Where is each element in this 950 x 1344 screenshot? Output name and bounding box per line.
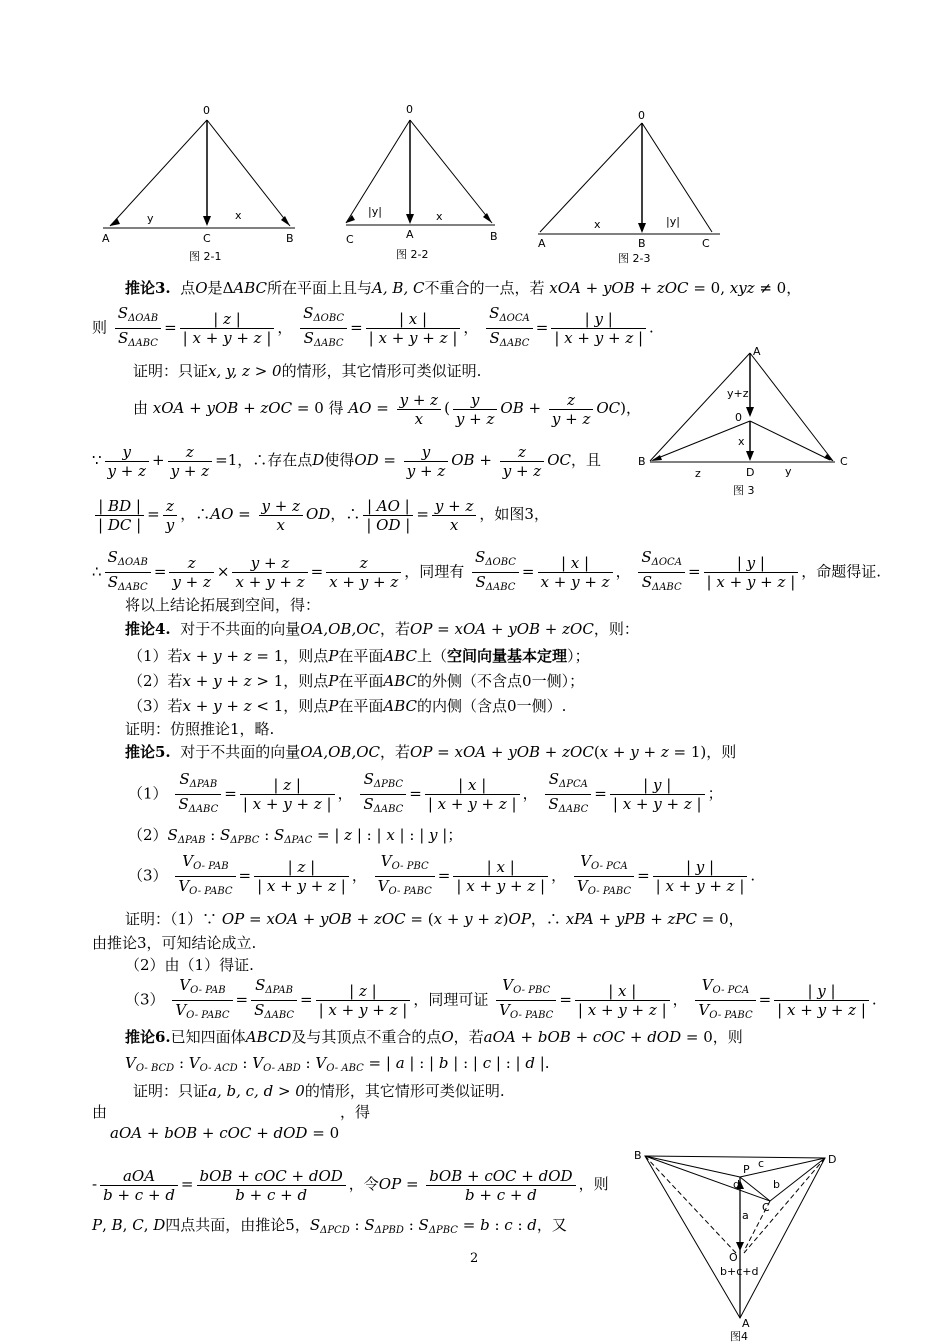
corollary-5-item-2: $(2)S_{\Delta PAB}$ : $S_{\Delta PBC}$ : $S_{\Delta PAC}$ = | z | : | x | : | y |；	[128, 826, 463, 846]
corollary-6-result: $V_{O- BCD}$ : $V_{O- ACD}$ : $V_{O- ABD}$ : $V_{O- ABC}$ = | a | : | b | : | c | : | d |.	[125, 1054, 550, 1074]
fig4-label-d-small: d	[733, 1178, 740, 1191]
proof-5-cor3-ref: 由推论3，可知结论成立.	[92, 934, 257, 952]
proof-3-step4: ∴ $\frac{S_{\Delta OAB}}{S_{\Delta ABC}}$ = $\frac{z}{y + z}$ × $\frac{y + z}{x + y + z}$ = $\frac{z}{x + y + z}$ ，同理有 $\frac{S_{\Delta OBC}}{S_{\Delta ABC}}$ = $\frac{| x |}{x + y + z}$ ， $\frac{S_{\Delta OCA}}{S_{\Delta ABC}}$ = $\frac{| y |}{| x + y + z |}$ ，命题得证.	[92, 548, 882, 593]
fig3-label-x: x	[738, 435, 745, 448]
figure-4	[630, 1143, 845, 1343]
fig3-caption: 图 3	[733, 484, 755, 497]
fig4-label-b-small: b	[773, 1178, 780, 1191]
corollary-4-proof: 证明：仿照推论1，略.	[125, 720, 275, 738]
fig21-label-a: A	[102, 232, 110, 245]
fig22-caption: 图 2-2	[396, 248, 429, 261]
fig22-label-a: A	[406, 228, 414, 241]
corollary-4-statement: 推论4. 对于不共面的向量OA,OB,OC，若OP = xOA + yOB + zOC，则：	[125, 620, 639, 638]
corollary-3-result: 则 $\frac{S_{\Delta OAB}}{S_{\Delta ABC}}$ = $\frac{| z |}{| x + y + z |}$ ， $\frac{S_{\Delta OBC}}{S_{\Delta ABC}}$ = $\frac{| x |}{| x + y + z |}$ ， $\frac{S_{\Delta OCA}}{S_{\Delta ABC}}$ = $\frac{| y |}{| x + y + z |}$ .	[92, 304, 654, 349]
fig3-label-z: z	[695, 467, 701, 480]
proof-6-equation: aOA + bOB + cOC + dOD = 0	[110, 1124, 340, 1142]
corollary-4-item-2: （2）若x + y + z > 1，则点P在平面ABC的外侧（不含点0一侧）；	[128, 672, 585, 690]
fig21-label-c: C	[203, 232, 211, 245]
corollary-3-title: 推论3.	[125, 279, 171, 297]
fig22-label-x: x	[436, 210, 443, 223]
figure-3	[635, 343, 855, 503]
fig4-caption: 图4	[730, 1330, 748, 1343]
fig23-caption: 图 2-3	[618, 252, 651, 265]
fig4-label-bcd: b+c+d	[720, 1265, 759, 1278]
proof-6-got: ，得	[340, 1103, 371, 1121]
fig23-label-y: |y|	[666, 215, 680, 228]
fig22-label-c: C	[346, 233, 354, 246]
corollary-5-title: 推论5.	[125, 743, 171, 761]
proof-5-part-2: （2）由（1）得证.	[125, 956, 254, 974]
fig22-label-b: B	[490, 230, 498, 243]
fig21-label-o: 0	[203, 104, 210, 117]
fig21-label-y: y	[147, 212, 154, 225]
fig21-caption: 图 2-1	[189, 250, 222, 263]
fig3-label-o: 0	[735, 411, 742, 424]
corollary-5-statement: 推论5. 对于不共面的向量OA,OB,OC，若OP = xOA + yOB + zOC(x + y + z = 1)，则	[125, 743, 737, 761]
proof-3-intro: 证明：只证x, y, z > 0的情形，其它情形可类似证明.	[133, 362, 482, 380]
fig23-label-a: A	[538, 237, 546, 250]
proof-3-step3: $\frac{| BD |}{| DC |}$ = $\frac{z}{y}$ ，∴AO = $\frac{y + z}{x}$ OD，∴ $\frac{| AO |}{| OD |}$ = $\frac{y + z}{x}$ ，如图3，	[92, 494, 549, 534]
proof-6-from: 由	[92, 1103, 108, 1121]
proof-5-part-1: 证明：（1）∵ OP = xOA + yOB + zOC = (x + y + z)OP，∴ xPA + yPB + zPC = 0，	[125, 910, 744, 928]
fig4-label-b: B	[634, 1149, 642, 1162]
corollary-6-statement: 推论6.已知四面体ABCD及与其顶点不重合的点O，若aOA + bOB + cOC + dOD = 0，则	[125, 1028, 743, 1046]
proof-6-intro: 证明：只证a, b, c, d > 0的情形，其它情形可类似证明.	[133, 1082, 505, 1100]
fig21-label-x: x	[235, 209, 242, 222]
fig3-label-d: D	[746, 466, 755, 479]
corollary-3-statement: 推论3. 点O是ΔABC所在平面上且与A, B, C不重合的一点，若 xOA + yOB + zOC = 0, xyz ≠ 0，	[125, 279, 802, 297]
fig23-label-b: B	[638, 237, 646, 250]
corollary-4-item-1: （1）若x + y + z = 1，则点P在平面ABC上（空间向量基本定理）；	[128, 647, 590, 665]
fig4-label-a: A	[742, 1317, 750, 1330]
fig3-label-c: C	[840, 455, 848, 468]
figure-2-3	[530, 105, 730, 270]
fig22-label-y: |y|	[368, 205, 382, 218]
proof-5-part-3: （3） $\frac{V_{O- PAB}}{V_{O- PABC}}$ = $\frac{S_{\Delta PAB}}{S_{\Delta ABC}}$ = $\frac{| z |}{| x + y + z |}$ ，同理可证 $\frac{V_{O- PBC}}{V_{O- PABC}}$ = $\frac{| x |}{| x + y + z |}$ ， $\frac{V_{O- PCA}}{V_{O- PABC}}$ = $\frac{| y |}{| x + y + z |}$ .	[125, 976, 877, 1021]
fig3-label-b: B	[638, 455, 646, 468]
figure-2-1	[95, 100, 305, 270]
fig4-label-o: O	[729, 1251, 738, 1264]
corollary-5-item-3: （3） $\frac{V_{O- PAB}}{V_{O- PABC}}$ = $\frac{| z |}{| x + y + z |}$ ， $\frac{V_{O- PBC}}{V_{O- PABC}}$ = $\frac{| x |}{| x + y + z |}$ ， $\frac{V_{O- PCA}}{V_{O- PABC}}$ = $\frac{| y |}{| x + y + z |}$ .	[128, 852, 756, 897]
fig21-label-b: B	[286, 232, 294, 245]
fig3-label-y: y	[785, 465, 792, 478]
proof-3-step1: 由 xOA + yOB + zOC = 0 得 AO = $\frac{y + z}{x}$ ( $\frac{y}{y + z}$ OB + $\frac{z}{y + z}$ OC)，	[133, 390, 641, 428]
proof-3-step2: ∵ $\frac{y}{y + z}$ + $\frac{z}{y + z}$ =1，∴存在点D使得OD = $\frac{y}{y + z}$ OB + $\frac{z}{y + z}$ OC，且	[92, 442, 601, 480]
corollary-4-item-3: （3）若x + y + z < 1，则点P在平面ABC的内侧（含点0一侧）.	[128, 697, 567, 715]
page-number: 2	[470, 1251, 479, 1266]
figure-2-2	[340, 98, 515, 268]
fig23-label-x: x	[594, 218, 601, 231]
fig4-label-p: P	[743, 1163, 750, 1176]
extend-to-space: 将以上结论拓展到空间，得：	[125, 596, 321, 614]
proof-6-coplanar: P, B, C, D四点共面，由推论5，$S_{\Delta PCD}$ : $S_{\Delta PBD}$ : $S_{\Delta PBC} = b$ : c : d，又	[92, 1216, 567, 1236]
corollary-6-title: 推论6.	[125, 1028, 171, 1046]
proof-6-step: - $\frac{\text{aOA}}{b + c + d}$ = $\frac{\text{bOB + cOC + dOD}}{b + c + d}$ ，令OP = $\frac{\text{bOB + cOC + dOD}}{b + c + d}$ ，则	[92, 1166, 609, 1204]
corollary-5-item-1: （1） $\frac{S_{\Delta PAB}}{S_{\Delta ABC}}$ = $\frac{| z |}{| x + y + z |}$ ， $\frac{S_{\Delta PBC}}{S_{\Delta ABC}}$ = $\frac{| x |}{| x + y + z |}$ ， $\frac{S_{\Delta PCA}}{S_{\Delta ABC}}$ = $\frac{| y |}{| x + y + z |}$ ；	[128, 770, 723, 815]
fig3-label-yz: y+z	[727, 387, 749, 400]
fig4-label-d: D	[828, 1153, 837, 1166]
fig4-label-c-small: c	[758, 1157, 765, 1170]
fig23-label-c: C	[702, 237, 710, 250]
corollary-4-title: 推论4.	[125, 620, 171, 638]
fig3-label-a: A	[753, 345, 761, 358]
fig4-label-c: C	[762, 1201, 770, 1214]
fig23-label-o: 0	[638, 109, 645, 122]
fig4-label-a-small: a	[742, 1209, 749, 1222]
fig22-label-o: 0	[406, 103, 413, 116]
